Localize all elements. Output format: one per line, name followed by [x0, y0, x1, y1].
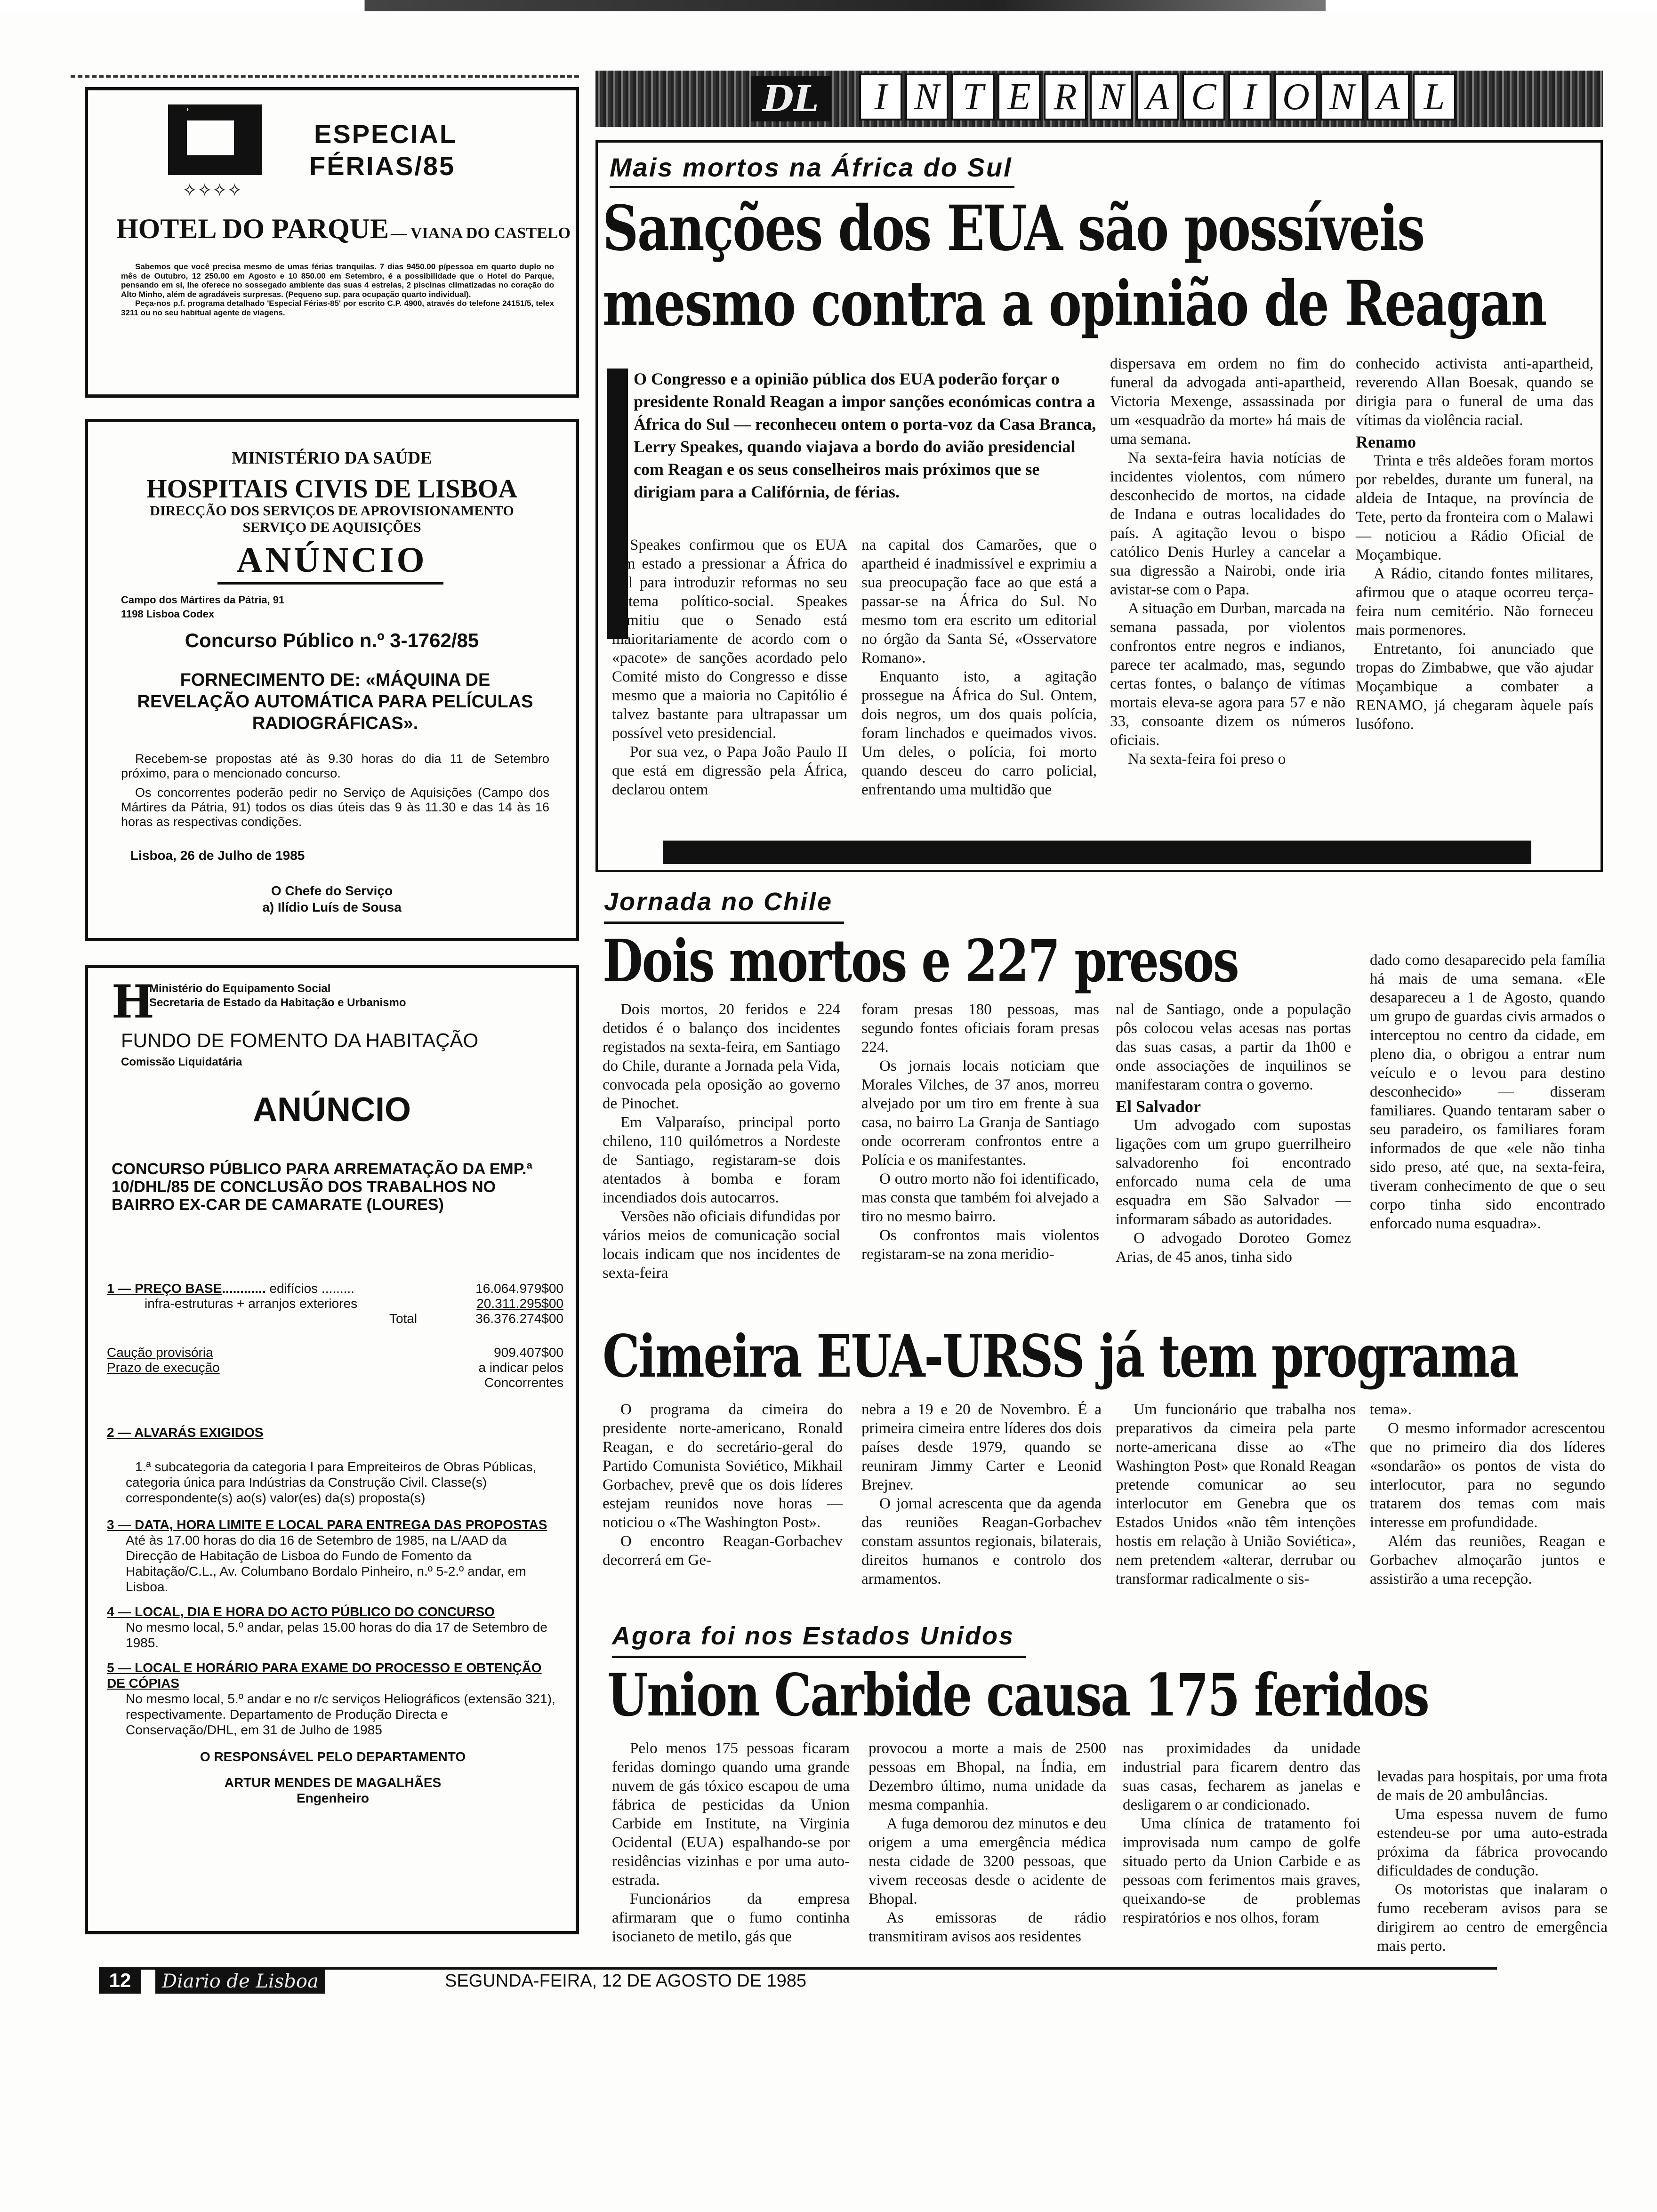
article1-lead: O Congresso e a opinião pública dos EUA poderão forçar o presidente Ronald Reagan a impor sanções económicas contra a África do Sul — reconheceu ontem o porta-voz da Casa Branca, Lerry Speakes, quando viajava a bordo do avião presidencial com Reagan e os seus conselheiros mais próximos que se dirigiam para a Califórnia, de férias.: [634, 369, 1096, 501]
fundo-anuncio: ANÚNCIO: [253, 1091, 411, 1129]
hotel-logo-inner: [187, 120, 234, 155]
fundo-sections: [107, 1425, 559, 1806]
saude-addr1: Campo dos Mártires da Pátria, 91: [121, 594, 285, 606]
fundo-prazo-label: Prazo de execução: [107, 1360, 220, 1375]
section-letter: T: [951, 73, 995, 120]
article1-paragraph: Trinta e três aldeões foram mortos por rebeldes, durante um funeral, na aldeia de Intaque, na província de Tete, perto da fronteira com o Malawi — noticiou a Rádio Oficial de Moçambique.: [1356, 452, 1593, 563]
footer-rule: [141, 1967, 1497, 1970]
fundo-preco-dots: ............: [222, 1281, 270, 1296]
saude-p2: Os concorrentes poderão pedir no Serviço de Aquisições (Campo dos Mártires da Pátria, 91) todos os dias úteis das 9 às 11.30 e das 14 às 16 horas as respectivas condições.: [121, 785, 549, 829]
article4-kicker: Agora foi nos Estados Unidos: [612, 1622, 1015, 1650]
hotel-logo-letter: P: [187, 107, 190, 112]
fundo-edificios-row: [107, 1281, 563, 1296]
fundo-concurso: CONCURSO PÚBLICO PARA ARREMATAÇÃO DA EMP.ª 10/DHL/85 DE CONCLUSÃO DOS TRABALHOS NO BAIRRO EX-CAR DE CAMARATE (LOURES): [112, 1160, 533, 1214]
article2-kicker: Jornada no Chile: [604, 888, 833, 916]
article2-paragraph: Em Valparaíso, principal porto chileno, 110 quilómetros a Nordeste de Santiago, registaram-se dois atentados à bomba e foram incendiados dois autocarros.: [603, 1114, 840, 1206]
fundo-ad: [85, 965, 579, 1934]
fundo-preco-label: 1 — PREÇO BASE: [107, 1281, 222, 1296]
fundo-preco-section: [107, 1281, 563, 1390]
hotel-ferias: FÉRIAS/85: [309, 151, 456, 181]
fundo-prazo-row: [107, 1360, 563, 1390]
section-letter: O: [1274, 73, 1318, 120]
saude-concurso: Concurso Público n.º 3-1762/85: [185, 629, 479, 651]
fundo-commission: Comissão Liquidatária: [121, 1056, 242, 1068]
article1-kicker-rule: [610, 186, 1014, 188]
article2-col2: [861, 1000, 1099, 1264]
article4-paragraph: Os motoristas que inalaram o fumo receberam avisos para se dirigirem ao centro de emergência mais perto.: [1377, 1881, 1608, 1955]
fundo-local-text: No mesmo local, 5.º andar, pelas 15.00 horas do dia 17 de Setembro de 1985.: [126, 1620, 547, 1650]
article2-paragraph: Um advogado com supostas ligações com um grupo guerrilheiro salvadorenho foi encontrado enforcado numa cela de uma esquadra em São Salvador — informaram sábado as autoridades.: [1116, 1117, 1351, 1228]
article4-paragraph: Uma clínica de tratamento foi improvisada num campo de golfe situado perto da Union Carbide e as pessoas com ferimentos mais graves, queixando-se de problemas respiratórios e nos olhos, foram: [1123, 1815, 1360, 1926]
article1-paragraph: dispersava em ordem no fim do funeral da advogada anti-apartheid, Victoria Mexenge, assassinada por um «esquadrão da morte» há mais de uma semana.: [1110, 355, 1345, 448]
article2-paragraph: dado como desaparecido pela família há mais de uma semana. «Ele desapareceu a 1 de Agosto, quando um grupo de guardas civis armados o interceptou no centro da cidade, em pleno dia, o obrigou a entrar num veículo e o levou para destino desconhecido» — disseram familiares. Quando tentaram saber o seu paradeiro, os familiares foram informados de que «ele não tinha sido preso, até que, na sexta-feira, tiveram conhecimento de que o seu corpo tinha sido encontrado enforcado numa esquadra».: [1370, 952, 1605, 1232]
article1-paragraph: conhecido activista anti-apartheid, reverendo Allan Boesak, quando se dirigia para o funeral de uma das vítimas da violência racial.: [1356, 355, 1593, 429]
article-africa: [595, 140, 1603, 872]
article3-paragraph: O mesmo informador acrescentou que no primeiro dia dos líderes «sondarão» os pontos de vista do interlocutor, para no segundo tratarem dos temas com mais interesse em profundidade.: [1370, 1420, 1605, 1531]
article1-col2: [861, 536, 1097, 799]
hotel-location: — VIANA DO CASTELO: [390, 224, 571, 242]
top-decorative-rule: [0, 0, 1657, 11]
fundo-edificios-value: 16.064.979$00: [475, 1281, 563, 1296]
article2-paragraph: O advogado Doroteo Gomez Arias, de 45 anos, tinha sido: [1116, 1230, 1351, 1266]
article3-paragraph: O encontro Reagan-Gorbachev decorrerá em Ge-: [603, 1533, 843, 1569]
hotel-especial: ESPECIAL: [314, 119, 458, 149]
article4-col4: [1377, 1767, 1608, 1956]
article3-paragraph: nebra a 19 e 20 de Novembro. É a primeira cimeira entre líderes dos dois países desde 1979, quando se reuniram Jimmy Carter e Leonid Brejnev.: [861, 1401, 1102, 1493]
article2-col3: [1116, 1000, 1351, 1266]
saude-title: HOSPITAIS CIVIS DE LISBOA: [146, 474, 517, 504]
saude-anuncio-underline: [217, 582, 443, 585]
article2-col1: [603, 1000, 840, 1282]
article1-paragraph: A Rádio, citando fontes militares, afirmou que o ataque ocorreu terça-feira num cemitério. Não forneceu mais pormenores.: [1356, 565, 1593, 639]
article3-col4: [1370, 1400, 1605, 1588]
fundo-caucao-label: Caução provisória: [107, 1345, 213, 1360]
article1-paragraph: A situação em Durban, marcada na semana passada, por violentos confrontos entre negros e indianos, parece ter acalmado, mas, segundo certas fontes, o balanço de vítimas mortais eleva-se agora para 57 e não 33, consoante dizem os números oficiais.: [1110, 600, 1345, 749]
fundo-caucao-row: [107, 1345, 563, 1360]
saude-ministry: MINISTÉRIO DA SAÚDE: [232, 449, 432, 468]
section-title: [859, 73, 1456, 120]
hotel-stars: ✧✧✧✧: [182, 181, 242, 200]
hotel-ad: [85, 87, 579, 398]
fundo-exame-label: 5 — LOCAL E HORÁRIO PARA EXAME DO PROCESSO E OBTENÇÃO DE CÓPIAS: [107, 1660, 542, 1691]
hotel-body-p2: Peça-nos p.f. programa detalhado 'Especial Férias-85' por escrito C.P. 4900, através do telefone 24151/5, telex 3211 ou no seu habitual agente de viagens.: [121, 299, 554, 317]
fundo-alvaras-text: 1.ª subcategoria da categoria I para Empreiteiros de Obras Públicas, categoria única para Indústrias da Construção Civil. Classe(s) correspondente(s) ao(s) valor(es) da(s) proposta(s): [126, 1459, 537, 1505]
section-letter: E: [997, 73, 1041, 120]
article2-subhead-elsalvador: El Salvador: [1116, 1097, 1201, 1116]
article2-paragraph: Dois mortos, 20 feridos e 224 detidos é o balanço dos incidentes registados na sexta-feira, em Santiago do Chile, durante a Jornada pela Vida, convocada pela oposição ao governo de Pinochet.: [603, 1001, 840, 1112]
fundo-total-row: [107, 1311, 563, 1326]
saude-sub1: DIRECÇÃO DOS SERVIÇOS DE APROVISIONAMENTO: [150, 503, 514, 519]
article4-paragraph: Funcionários da empresa afirmaram que o fumo continha isocianeto de metilo, gás que: [612, 1891, 850, 1945]
article1-headline-line1: Sanções dos EUA são possíveis: [603, 192, 1424, 265]
fundo-data-text: Até às 17.00 horas do dia 16 de Setembro de 1985, na L/AAD da Direcção de Habitação de Lisboa do Fundo de Fomento da Habitação/C.L., Av. Columbano Bordalo Pinheiro, n.º 5-2.º andar, em Lisboa.: [126, 1533, 526, 1594]
article4-paragraph: As emissoras de rádio transmitiram avisos aos residentes: [869, 1909, 1106, 1945]
article3-paragraph: Além das reuniões, Reagan e Gorbachev almoçarão juntos e assistirão a uma recepção.: [1370, 1533, 1605, 1587]
article4-paragraph: Pelo menos 175 pessoas ficaram feridas domingo quando uma grande nuvem de gás tóxico escapou de uma fábrica de pesticidas da Union Carbide em Institute, na Virginia Ocidental (EUA) espalhando-se por residências vizinhas e por uma auto-estrada.: [612, 1740, 850, 1889]
article4-col3: [1123, 1739, 1360, 1927]
article4-col1: [612, 1739, 850, 1946]
fundo-responsavel: O RESPONSÁVEL PELO DEPARTAMENTO: [200, 1749, 466, 1764]
hotel-logo: [168, 104, 262, 175]
article2-paragraph: foram presas 180 pessoas, mas segundo fontes oficiais foram presas 224.: [861, 1001, 1099, 1056]
article4-paragraph: provocou a morte a mais de 2500 pessoas em Bhopal, na Índia, em Dezembro último, numa unidade da mesma companhia.: [869, 1740, 1106, 1813]
section-letter: R: [1044, 73, 1087, 120]
article4-kicker-rule: [612, 1656, 1026, 1658]
section-letter: A: [1136, 73, 1179, 120]
fundo-ministry2: Secretaria de Estado da Habitação e Urbanismo: [149, 996, 406, 1009]
footer: [99, 1967, 1605, 1996]
fundo-title: FUNDO DE FOMENTO DA HABITAÇÃO: [121, 1029, 479, 1051]
article3-paragraph: tema».: [1370, 1401, 1412, 1418]
section-logo: DL: [751, 76, 831, 121]
saude-fornecimento: FORNECIMENTO DE: «MÁQUINA DE REVELAÇÃO AUTOMÁTICA PARA PELÍCULAS RADIOGRÁFICAS».: [137, 670, 533, 733]
article4-headline: Union Carbide causa 175 feridos: [607, 1661, 1429, 1730]
article4-paragraph: nas proximidades da unidade industrial para ficarem dentro das suas casas, fecharem as janelas e desligarem o ar condicionado.: [1123, 1740, 1360, 1813]
article1-paragraph: Speakes confirmou que os EUA têm estado a pressionar a África do Sul para introduzir reformas no seu sistema político-social. Speakes admitiu que o Senado está maioritariamente de acordo com o «pacote» de sanções acordado pelo Comité misto do Congresso e disse mesmo que a maioria no Capitólio é talvez bastante para ultrapassar um possível veto presidencial.: [612, 537, 847, 742]
fundo-ministry1: Ministério do Equipamento Social: [149, 982, 331, 995]
section-letter: I: [859, 73, 902, 120]
section-letter: N: [1320, 73, 1364, 120]
fundo-preco-label-wrap: 1 — PREÇO BASE............ edifícios .........: [107, 1281, 354, 1296]
article4-paragraph: A fuga demorou dez minutos e deu origem a uma emergência médica nesta cidade de 3200 pessoas, que vivem receosas desde o acidente de Bhopal.: [869, 1815, 1106, 1907]
article2-paragraph: nal de Santiago, onde a população pôs colocou velas acesas nas portas das suas casas, a partir da 1h00 e onde associações de inquilinos se manifestaram contra o governo.: [1116, 1001, 1351, 1093]
article3-col1: [603, 1400, 843, 1570]
fundo-prazo-value: a indicar pelos Concorrentes: [478, 1360, 563, 1390]
fundo-exame-text: No mesmo local, 5.º andar e no r/c serviços Heliográficos (extensão 321), respectivamente. Departamento de Produção Directa e Conservação/DHL, em 31 de Julho de 1985: [126, 1691, 555, 1737]
fundo-infra-value: 20.311.295$00: [476, 1296, 563, 1311]
dashed-border: [71, 75, 579, 78]
article4-paragraph: Uma espessa nuvem de fumo estendeu-se por uma auto-estrada próxima da fábrica provocando dificuldades de condução.: [1377, 1806, 1608, 1879]
fundo-local-label: 4 — LOCAL, DIA E HORA DO ACTO PÚBLICO DO CONCURSO: [107, 1604, 495, 1619]
article1-subhead-renamo: Renamo: [1356, 433, 1416, 451]
section-letter: C: [1182, 73, 1225, 120]
hotel-body: [121, 262, 554, 317]
article2-paragraph: Os jornais locais noticiam que Morales Vilches, de 37 anos, morreu alvejado por um tiro em frente à sua casa, no bairro La Granja de Santiago onde ocorreram confrontos entre a Polícia e os manifestantes.: [861, 1058, 1099, 1169]
section-letter: N: [1090, 73, 1133, 120]
article1-kicker: Mais mortos na África do Sul: [610, 152, 1013, 182]
article3-paragraph: O jornal acrescenta que da agenda das reuniões Reagan-Gorbachev constam assuntos regionais, bilaterais, direitos humanos e controlo dos armamentos.: [861, 1495, 1102, 1587]
article1-paragraph: Enquanto isto, a agitação prossegue na África do Sul. Ontem, dois negros, um dos quais polícia, foram linchados e queimados vivos. Um deles, o polícia, foi morto quando desceu do carro policial, enfrentando uma multidão que: [861, 668, 1097, 798]
article3-headline: Cimeira EUA-URSS já tem programa: [603, 1322, 1518, 1391]
saude-addr2: 1198 Lisboa Codex: [121, 608, 215, 620]
fundo-caucao-value: 909.407$00: [494, 1345, 563, 1360]
saude-date: Lisboa, 26 de Julho de 1985: [130, 848, 305, 863]
footer-masthead: Diario de Lisboa: [155, 1969, 325, 1994]
saude-anuncio: ANÚNCIO: [236, 540, 427, 580]
article2-paragraph: Versões não oficiais difundidas por vários meios de comunicação social locais indicam que nos incidentes de sexta-feira: [603, 1208, 840, 1282]
fundo-total-label: Total: [389, 1311, 418, 1326]
article2-kicker-rule: [604, 922, 844, 924]
saude-signature: a) Ilídio Luís de Sousa: [262, 900, 402, 914]
article4-paragraph: levadas para hospitais, por uma frota de mais de 20 ambulâncias.: [1377, 1768, 1608, 1804]
section-letter: A: [1367, 73, 1410, 120]
article3-col3: [1116, 1400, 1356, 1588]
article2-paragraph: O outro morto não foi identificado, mas consta que também foi alvejado a tiro no mesmo bairro.: [861, 1170, 1099, 1225]
saude-ad: [85, 419, 579, 941]
fundo-infra-row: [107, 1296, 563, 1311]
article1-paragraph: na capital dos Camarões, que o apartheid é inadmissível e exprimiu a sua preocupação face ao que está a passar-se na África do Sul. No mesmo tom era escrito um editorial no órgão da Santa Sé, «Osservatore Romano».: [861, 537, 1097, 666]
article2-headline: Dois mortos e 227 presos: [603, 927, 1239, 995]
article1-paragraph: Entretanto, foi anunciado que tropas do Zimbabwe, que vão ajudar Moçambique a combater a RENAMO, já chegaram àquele país lusófono.: [1356, 641, 1593, 733]
article2-col4: [1370, 951, 1605, 1233]
hotel-body-p1: Sabemos que você precisa mesmo de umas férias tranquilas. 7 dias 9450.00 p/pessoa em quarto duplo no mês de Outubro, 12 250.00 em Agosto e 10 850.00 em Setembro, é a possibilidade que o Hotel do Parque, pensando em si, lhe oferece no sossegado ambiente das suas 4 estrelas, 2 piscinas climatizadas no coração do Alto Minho, além de agradáveis surpresas. (Pequeno sup. para ocupação quarto individual).: [121, 262, 554, 299]
article2-paragraph: Os confrontos mais violentos registaram-se na zona meridio-: [861, 1227, 1099, 1263]
saude-p1: Recebem-se propostas até às 9.30 horas do dia 11 de Setembro próximo, para o mencionado concurso.: [121, 752, 549, 781]
article1-col1: [612, 536, 847, 799]
saude-chefe: O Chefe do Serviço: [271, 883, 393, 898]
article1-bottom-bar: [663, 841, 1531, 864]
fundo-infra-label: infra-estruturas + arranjos exteriores: [145, 1296, 358, 1311]
article3-col2: [861, 1400, 1102, 1588]
article1-paragraph: Por sua vez, o Papa João Paulo II que está em digressão pela África, declarou ontem: [612, 744, 847, 798]
fundo-name: ARTUR MENDES DE MAGALHÃES: [224, 1775, 442, 1790]
article3-paragraph: O programa da cimeira do presidente norte-americano, Ronald Reagan, e do secretário-geral do Partido Comunista Soviético, Mikhail Gorbachev, prevê que os dois líderes estejam reunidos nove horas — noticiou o «The Washington Post».: [603, 1401, 843, 1531]
section-letter: L: [1413, 73, 1456, 120]
fundo-edificios-label: edifícios: [269, 1281, 318, 1296]
fundo-role: Engenheiro: [296, 1791, 369, 1805]
footer-date: SEGUNDA-FEIRA, 12 DE AGOSTO DE 1985: [445, 1971, 806, 1991]
article1-paragraph: Na sexta-feira havia notícias de incidentes violentos, com número desconhecido de mortos, na cidade de Indana e outras localidades do país. A agitação levou o bispo católico Denis Hurley a cancelar a sua digressão a Nairobi, onde iria avistar-se com o Papa.: [1110, 449, 1345, 598]
fundo-logo: H: [112, 975, 154, 1028]
page-number: 12: [99, 1967, 141, 1994]
fundo-alvaras-label: 2 — ALVARÁS EXIGIDOS: [107, 1425, 264, 1440]
hotel-title: HOTEL DO PARQUE: [116, 213, 389, 244]
article1-headline-line2: mesmo contra a opinião de Reagan: [603, 267, 1546, 340]
section-header: [595, 71, 1603, 127]
hotel-title-row: [116, 213, 571, 245]
article3-paragraph: Um funcionário que trabalha nos preparativos da cimeira pela parte norte-americana disse ao «The Washington Post» que Ronald Reagan pretende comunicar ao seu interlocutor em Genebra que os Estados Unidos «não têm intenções hostis em relação à União Soviética», nem pretendem «alterar, derrubar ou transformar radicalmente o sis-: [1116, 1401, 1356, 1587]
section-letter: N: [905, 73, 949, 120]
article4-col2: [869, 1739, 1106, 1946]
fundo-total-value: 36.376.274$00: [475, 1311, 563, 1326]
article1-paragraph: Na sexta-feira foi preso o: [1128, 751, 1286, 768]
section-letter: I: [1228, 73, 1271, 120]
fundo-data-label: 3 — DATA, HORA LIMITE E LOCAL PARA ENTREGA DAS PROPOSTAS: [107, 1517, 547, 1532]
article1-col3: [1110, 354, 1345, 769]
saude-sub2: SERVIÇO DE AQUISIÇÕES: [242, 520, 421, 535]
article1-col4: [1356, 354, 1593, 734]
